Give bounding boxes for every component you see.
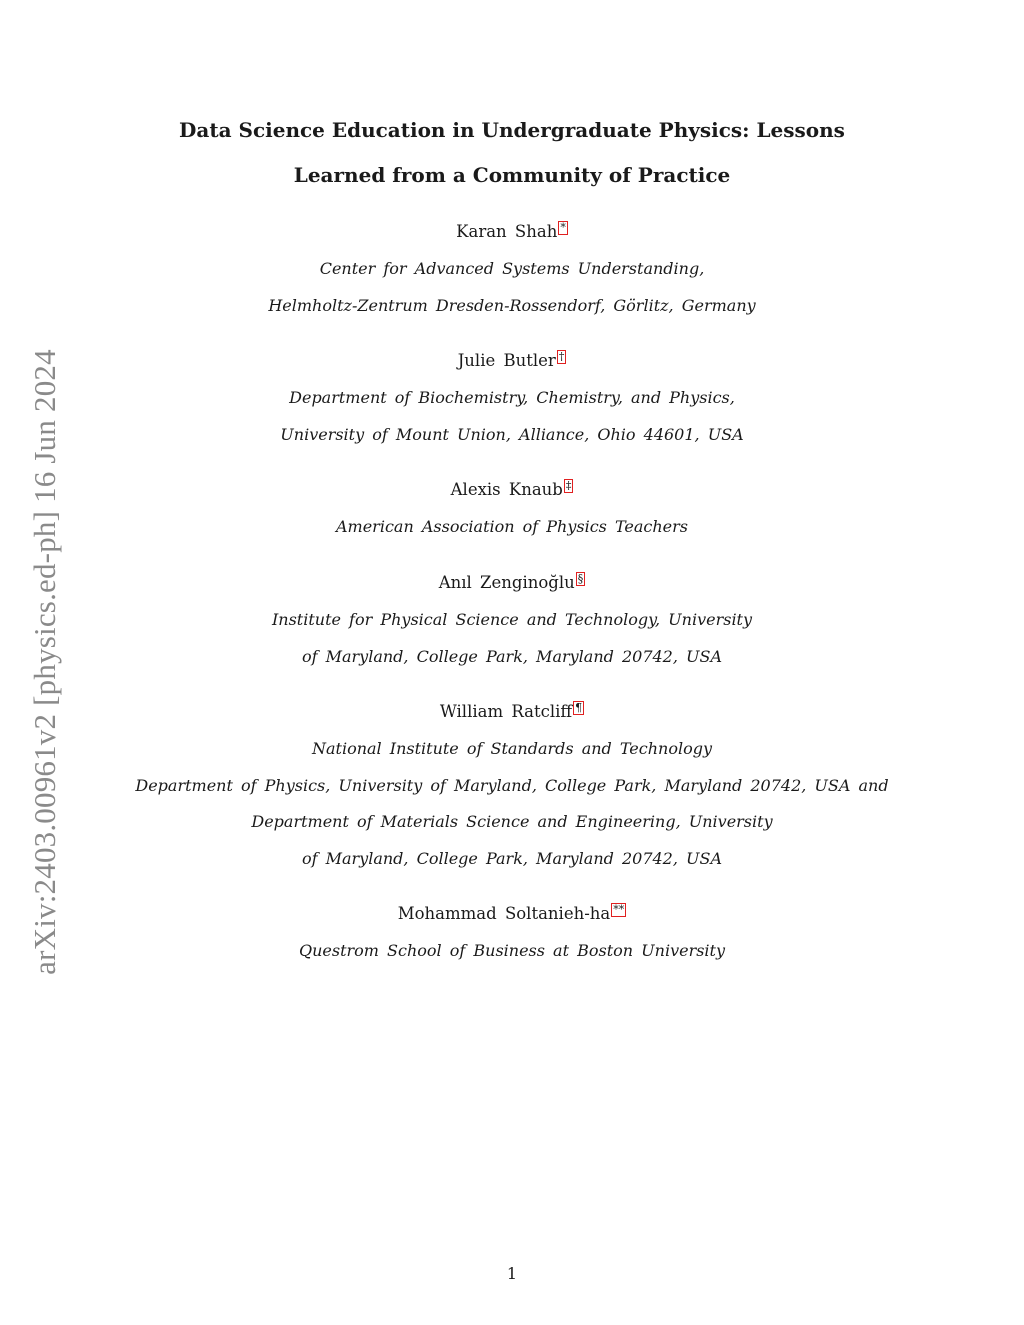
footnote-link-4[interactable]: §	[577, 572, 584, 585]
author-name: Julie Butler	[457, 351, 556, 370]
author-name: Alexis Knaub	[450, 480, 563, 499]
affiliation-line: Center for Advanced Systems Understanding,	[319, 259, 705, 278]
footnote-link-2[interactable]: †	[558, 350, 565, 363]
author-name: Anıl Zenginoğlu	[438, 573, 575, 592]
affiliation-line: Department of Physics, University of Maryland, College Park, Maryland 20742, USA and	[135, 776, 889, 795]
affiliation-line: American Association of Physics Teachers	[335, 517, 688, 536]
author-name-butler	[0, 350, 1024, 372]
footnote-link-1[interactable]: *	[560, 221, 566, 234]
author-name-ratcliff	[0, 701, 1024, 723]
footnote-link-6[interactable]: **	[613, 903, 625, 916]
affiliation-line: Institute for Physical Science and Technology, University	[271, 610, 753, 629]
author-name-shah	[0, 221, 1024, 243]
affiliation-line: of Maryland, College Park, Maryland 20742, USA	[301, 647, 723, 666]
affiliation-line: Department of Biochemistry, Chemistry, and Physics,	[289, 388, 735, 407]
affiliation-line: National Institute of Standards and Technology	[311, 739, 712, 758]
author-name: William Ratcliff	[439, 702, 573, 721]
affiliation-line: Department of Materials Science and Engineering, University	[251, 812, 773, 831]
footnote-link-3[interactable]: ‡	[565, 479, 572, 492]
affiliation-line: Questrom School of Business at Boston University	[298, 941, 726, 960]
footnote-link-5[interactable]: ¶	[575, 701, 583, 714]
page-number: 1	[506, 1264, 518, 1283]
arxiv-identifier-stamp: arXiv:2403.00961v2 [physics.ed-ph] 16 Jun 2024	[27, 349, 62, 975]
author-name-soltanieh-ha	[0, 903, 1024, 925]
author-name-zenginoglu	[0, 572, 1024, 594]
affiliation-line: University of Mount Union, Alliance, Ohio 44601, USA	[280, 425, 744, 444]
affiliation-line: of Maryland, College Park, Maryland 20742, USA	[301, 849, 723, 868]
paper-title-line-2: Learned from a Community of Practice	[293, 163, 731, 187]
paper-title-line-1: Data Science Education in Undergraduate Physics: Lessons	[179, 118, 845, 142]
author-name: Mohammad Soltanieh-ha	[397, 904, 611, 923]
author-name-knaub	[0, 479, 1024, 501]
author-name: Karan Shah	[456, 222, 558, 241]
affiliation-line: Helmholtz-Zentrum Dresden-Rossendorf, Görlitz, Germany	[268, 296, 756, 315]
